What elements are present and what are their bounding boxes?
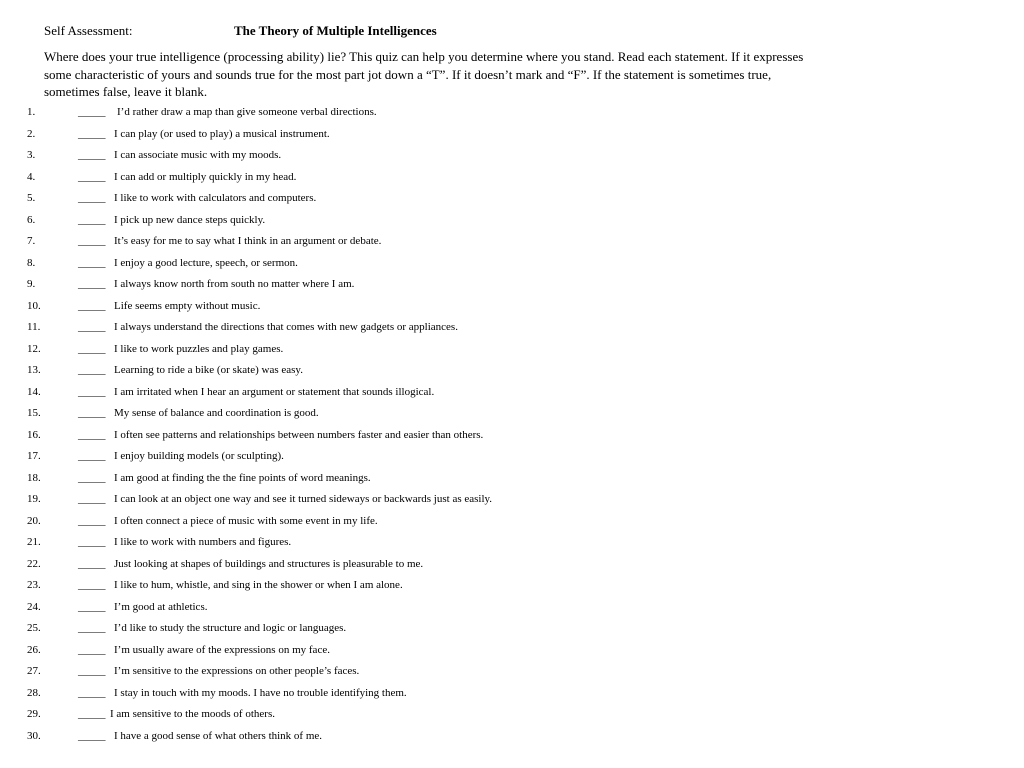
item-number: 11. xyxy=(27,321,41,333)
statement-item xyxy=(0,188,1024,210)
answer-blank[interactable]: _____ xyxy=(78,192,106,204)
statement-item xyxy=(0,167,1024,189)
statement-text: I always know north from south no matter where I am. xyxy=(114,278,355,290)
statement-item xyxy=(0,296,1024,318)
statement-item xyxy=(0,425,1024,447)
statement-text: I’d like to study the structure and logic or languages. xyxy=(114,622,347,634)
item-number: 1. xyxy=(27,106,36,118)
answer-blank[interactable]: _____ xyxy=(78,557,106,570)
answer-blank[interactable]: _____ xyxy=(78,170,106,183)
answer-blank[interactable]: _____ xyxy=(78,471,106,484)
item-number: 12. xyxy=(27,342,41,355)
statement-text: I have a good sense of what others think of me. xyxy=(114,729,323,742)
statement-item xyxy=(0,102,1024,124)
statement-text: I like to hum, whistle, and sing in the shower or when I am alone. xyxy=(114,579,403,591)
statement-text: I pick up new dance steps quickly. xyxy=(114,213,266,226)
statement-item xyxy=(0,446,1024,468)
answer-blank[interactable]: _____ xyxy=(78,235,106,247)
answer-blank[interactable]: _____ xyxy=(78,579,106,591)
statement-item xyxy=(0,511,1024,533)
instructions-paragraph: Where does your true intelligence (processing ability) lie? This quiz can help you determine where you stand. Read each statement. If it expresses some characteristic of yours and sounds true for the most part jot down a “T”. If it doesn’t mark and “F”. If the statement is sometimes true, sometimes false, leave it blank. xyxy=(44,49,804,99)
statement-item xyxy=(0,124,1024,146)
item-number: 6. xyxy=(27,213,36,226)
answer-blank[interactable]: _____ xyxy=(78,622,106,634)
statement-text: I like to work with numbers and figures. xyxy=(114,536,292,548)
statement-item xyxy=(0,489,1024,511)
answer-blank[interactable]: _____ xyxy=(78,536,106,548)
item-number: 10. xyxy=(27,299,41,312)
statement-text: Just looking at shapes of buildings and structures is pleasurable to me. xyxy=(114,557,424,570)
statement-text: I often see patterns and relationships between numbers faster and easier than others. xyxy=(114,428,484,441)
statement-text: I enjoy building models (or sculpting). xyxy=(114,450,284,462)
statement-text: I am sensitive to the moods of others. xyxy=(110,708,275,720)
item-number: 23. xyxy=(27,579,41,591)
answer-blank[interactable]: _____ xyxy=(78,708,106,720)
statement-text: My sense of balance and coordination is good. xyxy=(114,407,319,419)
item-number: 17. xyxy=(27,450,41,462)
statement-text: I’m good at athletics. xyxy=(114,600,208,613)
statement-text: It’s easy for me to say what I think in an argument or debate. xyxy=(114,235,382,247)
item-number: 27. xyxy=(27,665,41,677)
page-header xyxy=(44,23,437,39)
statement-item xyxy=(0,382,1024,404)
statement-item xyxy=(0,554,1024,576)
answer-blank[interactable]: _____ xyxy=(78,127,106,140)
statement-text: I’m sensitive to the expressions on other people’s faces. xyxy=(114,665,360,677)
statement-text: I can add or multiply quickly in my head. xyxy=(114,170,297,183)
item-number: 29. xyxy=(27,708,41,720)
statement-text: I am good at finding the the fine points of word meanings. xyxy=(114,471,371,484)
item-number: 30. xyxy=(27,729,41,742)
answer-blank[interactable]: _____ xyxy=(78,686,106,699)
answer-blank[interactable]: _____ xyxy=(78,385,106,398)
item-number: 4. xyxy=(27,170,36,183)
answer-blank[interactable]: _____ xyxy=(78,729,106,742)
statement-item xyxy=(0,597,1024,619)
statement-item xyxy=(0,210,1024,232)
item-number: 9. xyxy=(27,278,36,290)
statement-text: I stay in touch with my moods. I have no trouble identifying them. xyxy=(114,686,407,699)
item-number: 26. xyxy=(27,643,41,656)
item-number: 22. xyxy=(27,557,41,570)
item-number: 2. xyxy=(27,127,36,140)
statement-text: Learning to ride a bike (or skate) was easy. xyxy=(114,364,303,376)
statement-text: I can play (or used to play) a musical instrument. xyxy=(114,127,330,140)
answer-blank[interactable]: _____ xyxy=(78,342,106,355)
statement-item xyxy=(0,403,1024,425)
item-number: 28. xyxy=(27,686,41,699)
statement-item xyxy=(0,468,1024,490)
item-number: 18. xyxy=(27,471,41,484)
item-number: 15. xyxy=(27,407,41,419)
item-number: 16. xyxy=(27,428,41,441)
header-label: Self Assessment: xyxy=(44,23,133,38)
item-number: 21. xyxy=(27,536,41,548)
statement-item xyxy=(0,575,1024,597)
statement-text: I often connect a piece of music with some event in my life. xyxy=(114,514,378,527)
statement-item xyxy=(0,640,1024,662)
statement-item xyxy=(0,145,1024,167)
answer-blank[interactable]: _____ xyxy=(78,407,106,419)
answer-blank[interactable]: _____ xyxy=(78,665,106,677)
item-number: 14. xyxy=(27,385,41,398)
answer-blank[interactable]: _____ xyxy=(78,428,106,441)
item-number: 20. xyxy=(27,514,41,527)
item-number: 3. xyxy=(27,149,36,161)
statement-text: I like to work with calculators and computers. xyxy=(114,192,317,204)
statement-text: I am irritated when I hear an argument or statement that sounds illogical. xyxy=(114,385,435,398)
answer-blank[interactable]: _____ xyxy=(78,149,106,161)
item-number: 7. xyxy=(27,235,36,247)
item-number: 25. xyxy=(27,622,41,634)
statement-item xyxy=(0,317,1024,339)
statement-item xyxy=(0,253,1024,275)
answer-blank[interactable]: _____ xyxy=(78,213,106,226)
statement-text: I can look at an object one way and see it turned sideways or backwards just as easily. xyxy=(114,493,493,505)
answer-blank[interactable]: _____ xyxy=(78,493,106,505)
statement-item xyxy=(0,360,1024,382)
statement-item xyxy=(0,274,1024,296)
item-number: 24. xyxy=(27,600,41,613)
statement-text: I can associate music with my moods. xyxy=(114,149,282,161)
answer-blank[interactable]: _____ xyxy=(78,600,106,613)
statement-item xyxy=(0,618,1024,640)
answer-blank[interactable]: _____ xyxy=(78,106,106,118)
statement-item xyxy=(0,339,1024,361)
answer-blank[interactable]: _____ xyxy=(78,278,106,290)
statement-item xyxy=(0,726,1024,748)
statement-item xyxy=(0,661,1024,683)
answer-blank[interactable]: _____ xyxy=(78,299,106,312)
statement-text: I always understand the directions that comes with new gadgets or appliances. xyxy=(114,321,458,333)
statement-text: I like to work puzzles and play games. xyxy=(114,342,284,355)
statement-text: I enjoy a good lecture, speech, or sermon. xyxy=(114,256,298,269)
answer-blank[interactable]: _____ xyxy=(78,256,106,269)
statement-text: I’d rather draw a map than give someone verbal directions. xyxy=(117,106,377,118)
answer-blank[interactable]: _____ xyxy=(78,364,106,376)
item-number: 13. xyxy=(27,364,41,376)
item-number: 5. xyxy=(27,192,36,204)
statement-text: Life seems empty without music. xyxy=(114,299,261,312)
statement-item xyxy=(0,704,1024,726)
statement-list xyxy=(0,102,1024,747)
statement-item xyxy=(0,532,1024,554)
page-title: The Theory of Multiple Intelligences xyxy=(234,23,437,38)
statement-item xyxy=(0,683,1024,705)
answer-blank[interactable]: _____ xyxy=(78,643,106,656)
answer-blank[interactable]: _____ xyxy=(78,321,106,333)
answer-blank[interactable]: _____ xyxy=(78,450,106,462)
item-number: 19. xyxy=(27,493,41,505)
answer-blank[interactable]: _____ xyxy=(78,514,106,527)
statement-text: I’m usually aware of the expressions on my face. xyxy=(114,643,330,656)
item-number: 8. xyxy=(27,256,36,269)
statement-item xyxy=(0,231,1024,253)
